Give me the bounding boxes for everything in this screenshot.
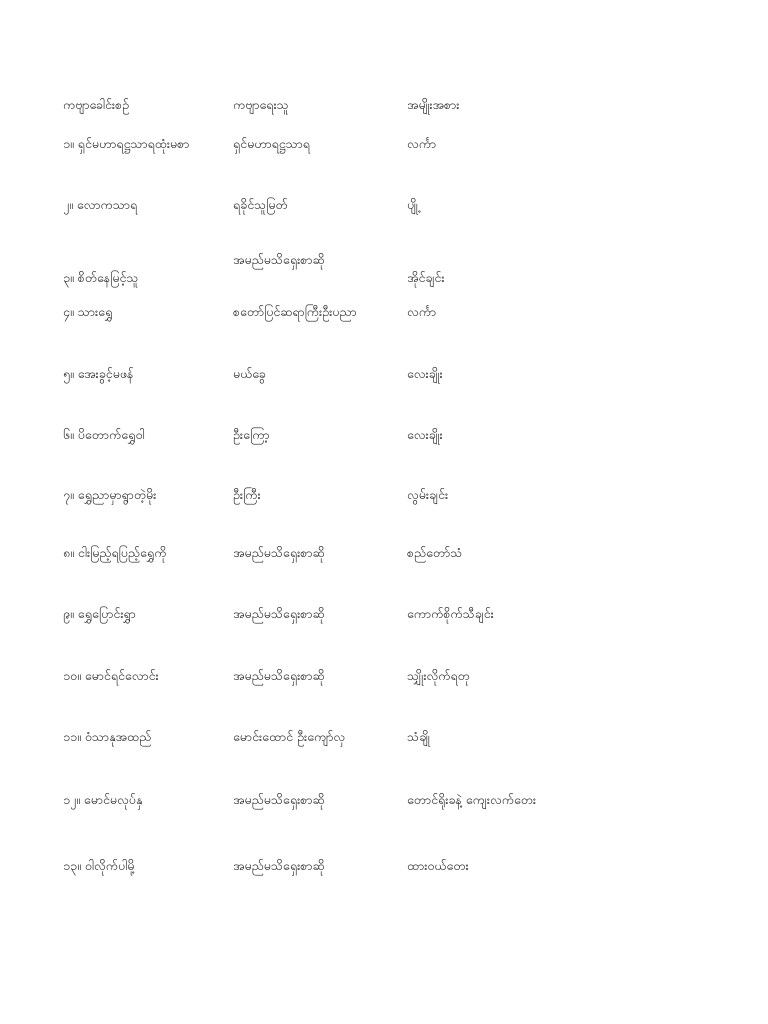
poem-title: ၈။ ငါးမြည့်ရပြည့်ရွှေကို <box>63 545 167 560</box>
poem-title: ၉။ ရွှေပြောင်းရွှာ <box>63 606 136 621</box>
poem-title: ၁။ ရှင်မဟာရဋ္ဌသာရထုံးမစာ <box>63 136 190 151</box>
poem-author: ရခိုင်သူမြတ် <box>233 197 288 212</box>
table-row <box>0 483 768 507</box>
table-row <box>0 725 768 749</box>
poem-author: အမည်မသိရှေးစာဆို <box>233 545 325 560</box>
poem-type: အိုင်ချင်း <box>407 270 445 285</box>
poem-author: ဦးကြီး <box>233 487 261 502</box>
poem-title: ၃။ စိတ်နေမြင့်သူ <box>63 270 139 285</box>
table-row <box>0 854 768 878</box>
header-author: ကဗျာရေးသူ <box>233 97 289 112</box>
table-row <box>0 602 768 626</box>
table-row <box>0 266 768 290</box>
poem-title: ၇။ ရွှေညာမှာရွာတဲ့မိုး <box>63 487 157 502</box>
poem-type: ထားဝယ်တေး <box>407 858 469 873</box>
table-row <box>0 300 768 324</box>
table-header <box>0 93 768 117</box>
poem-title: ၅။ အေးခွင့်မဖန် <box>63 366 134 381</box>
poem-title: ၁၂။ မောင်မလုပ်နှ <box>63 792 143 807</box>
table-row <box>0 541 768 565</box>
poem-author: မောင်းထောင် ဦးကျော်လှ <box>233 729 346 744</box>
poem-title: ၆။ ပိတောက်ရွှေဝါ <box>63 427 145 442</box>
poem-author: အမည်မသိရှေးစာဆို <box>233 606 325 621</box>
table-row <box>0 362 768 386</box>
poem-author: အမည်မသိရှေးစာဆို <box>233 858 325 873</box>
poem-type: လေးချိုး <box>407 427 443 442</box>
table-row <box>0 193 768 217</box>
poem-title: ၄။ သားရွှေ <box>63 304 113 319</box>
poem-title: ၁၀။ မောင်ရင်လောင်း <box>63 668 159 683</box>
table-row <box>0 788 768 812</box>
poem-type: ကောက်စိုက်သီချင်း <box>407 606 494 621</box>
poem-title: ၁၃။ ဝါလိုက်ပါမို့ <box>63 858 135 873</box>
poem-type: လင်္ကာ <box>407 304 437 319</box>
poem-title: ၂။ လောကသာရ <box>63 197 138 212</box>
poem-author: ရှင်မဟာရဋ္ဌသာရ <box>233 136 310 151</box>
poem-type: လွမ်းချင်း <box>407 487 449 502</box>
poem-author: ဦးကြော့ <box>233 427 270 442</box>
poem-type: သံချို <box>407 729 430 744</box>
poem-type: ပျို့ <box>407 197 418 212</box>
poem-author: စတော်ပြင်ဆရာကြီးဦးပညာ <box>233 304 357 319</box>
table-row <box>0 664 768 688</box>
poem-type: စည်တော်သံ <box>407 545 463 560</box>
poem-author: အမည်မသိရှေးစာဆို <box>233 668 325 683</box>
poem-author: မယ်ခွေ <box>233 366 266 381</box>
poem-title: ၁၁။ ဝံသာနုအထည် <box>63 729 152 744</box>
table-row <box>0 423 768 447</box>
poem-author: အမည်မသိရှေးစာဆို <box>233 252 325 267</box>
poem-type: လင်္ကာ <box>407 136 437 151</box>
poem-type: တောင်ရိုးခနဲ့ ကျေးလက်တေး <box>407 792 537 807</box>
table-row <box>0 132 768 156</box>
header-title: ကဗျာခေါင်းစဉ် <box>63 97 130 112</box>
poem-author: အမည်မသိရှေးစာဆို <box>233 792 325 807</box>
poem-type: လေးချိုး <box>407 366 443 381</box>
header-type: အမျိုးအစား <box>407 97 460 112</box>
poem-type: သျှိုးလိုက်ရတု <box>407 668 470 683</box>
